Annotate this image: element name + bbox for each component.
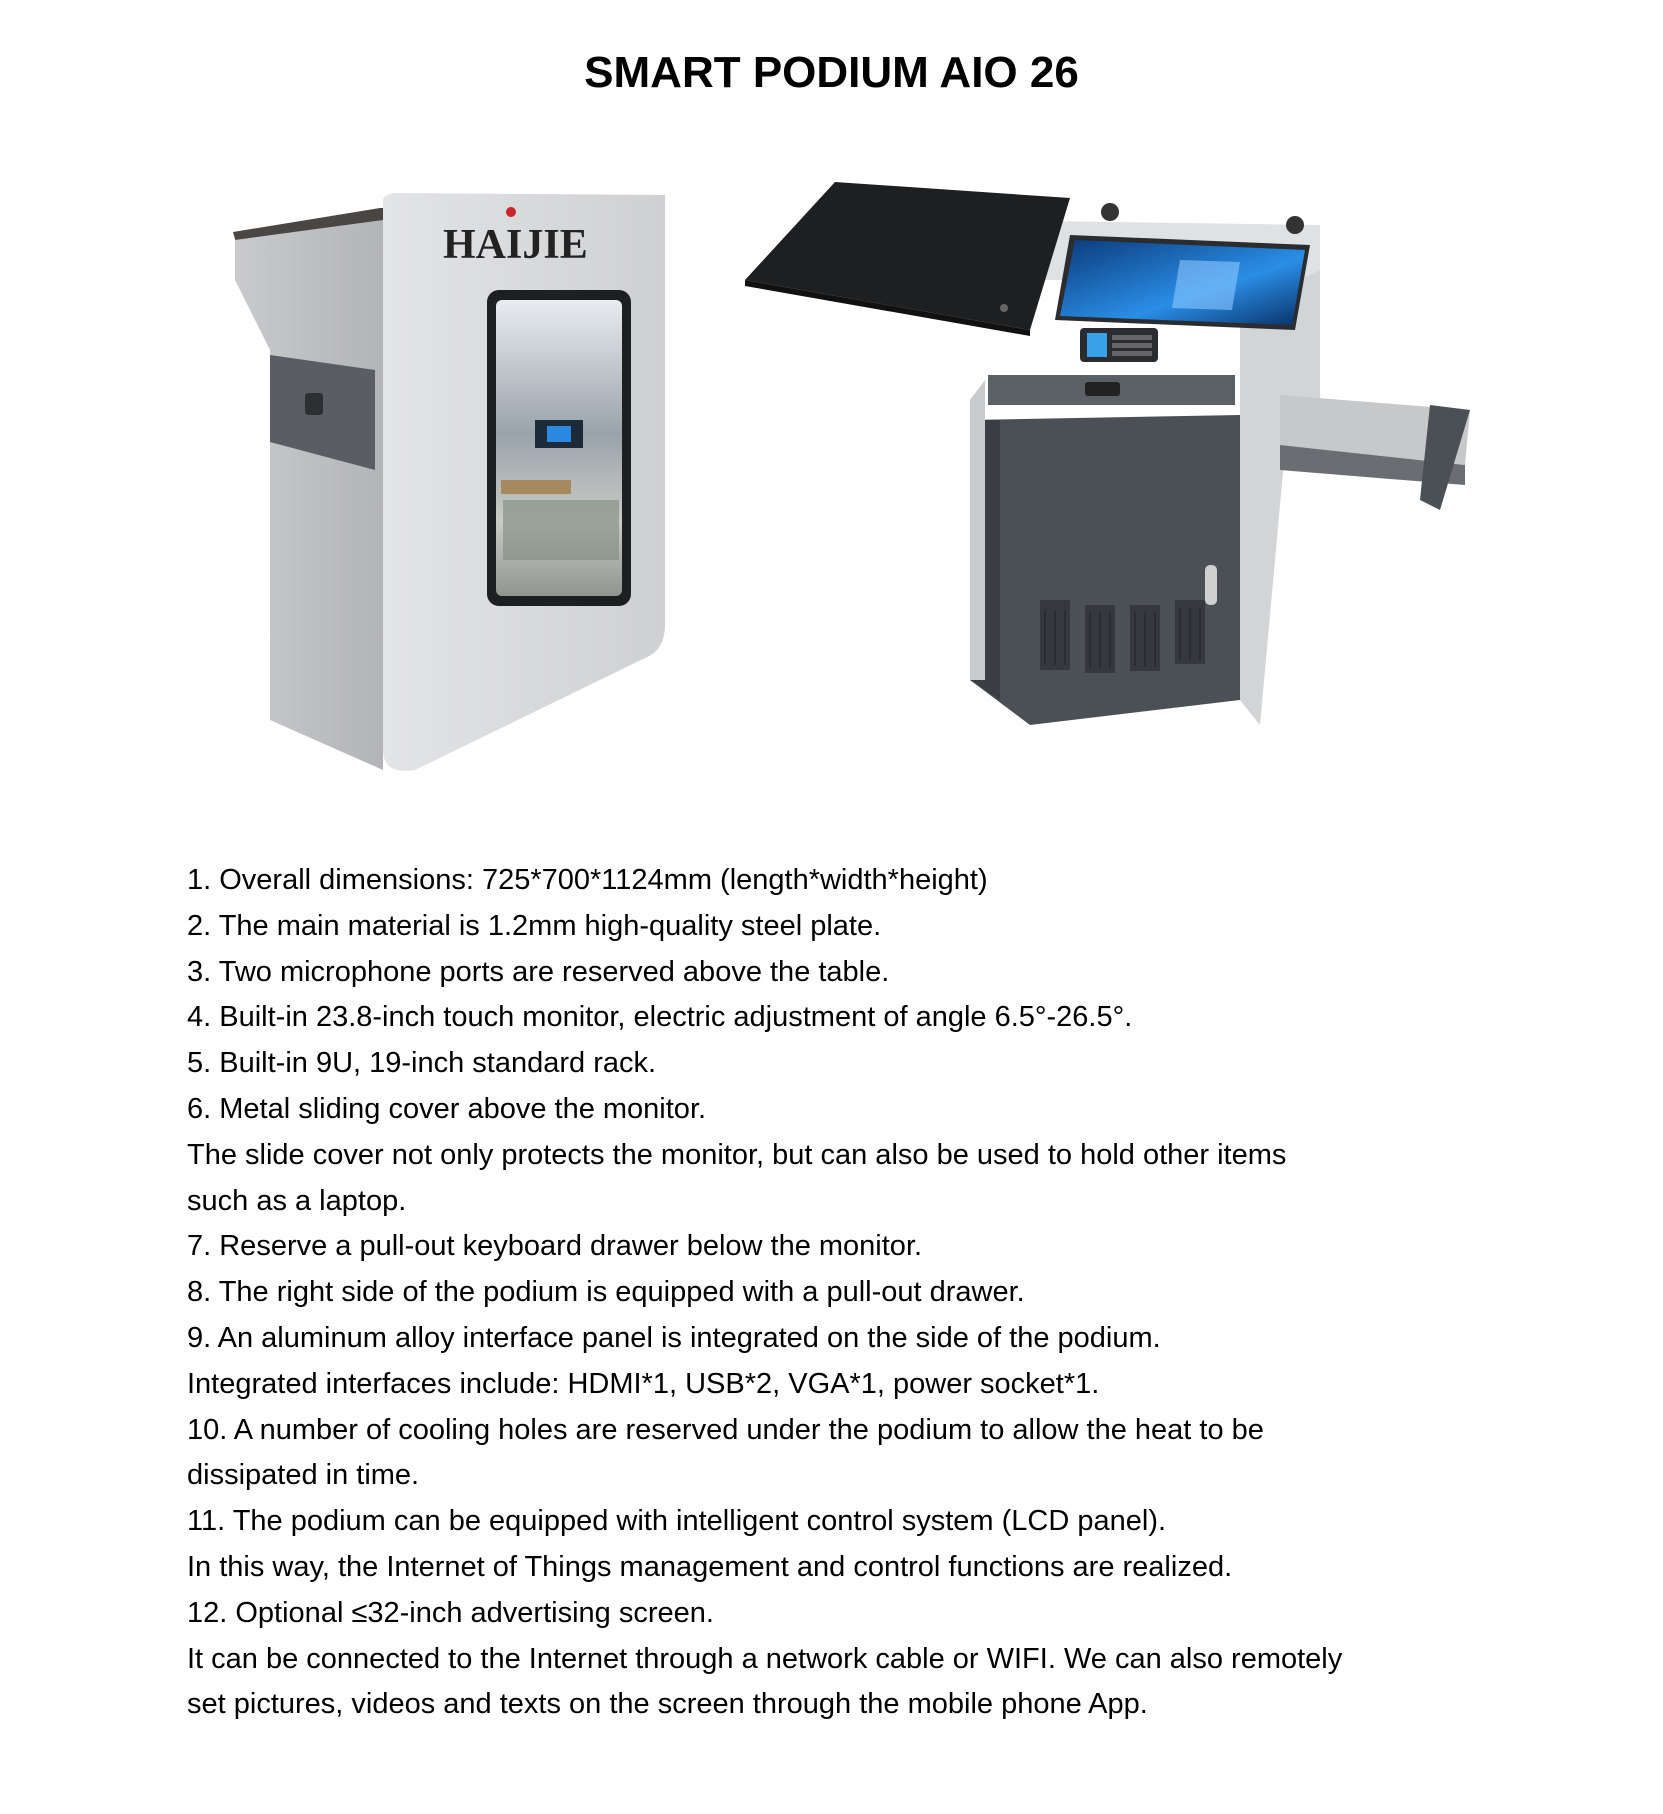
spec-line: dissipated in time.	[187, 1459, 420, 1492]
spec-line: Integrated interfaces include: HDMI*1, USB*2, VGA*1, power socket*1.	[187, 1367, 1100, 1400]
spec-line: In this way, the Internet of Things management and control functions are realized.	[187, 1550, 1233, 1583]
page-title: SMART PODIUM AIO 26	[584, 48, 1079, 97]
spec-line: 3. Two microphone ports are reserved above the table.	[187, 955, 890, 988]
spec-line: such as a laptop.	[187, 1184, 407, 1217]
spec-line: 8. The right side of the podium is equipped with a pull-out drawer.	[187, 1276, 1025, 1309]
podium-open-photo	[740, 180, 1470, 740]
product-photos	[0, 180, 1663, 800]
sliding-cover	[745, 182, 1070, 330]
haijie-logo: HAIJIE	[443, 222, 588, 268]
spec-line: set pictures, videos and texts on the screen through the mobile phone App.	[187, 1688, 1148, 1721]
spec-list	[187, 858, 1477, 1728]
spec-line: It can be connected to the Internet through a network cable or WIFI. We can also remotely	[187, 1642, 1343, 1675]
spec-line: 6. Metal sliding cover above the monitor.	[187, 1092, 707, 1125]
spec-line: 5. Built-in 9U, 19-inch standard rack.	[187, 1047, 657, 1080]
spec-line: The slide cover not only protects the monitor, but can also be used to hold other items	[187, 1138, 1287, 1171]
podium-cabinet	[970, 415, 1240, 725]
spec-line: 10. A number of cooling holes are reserved under the podium to allow the heat to be	[187, 1413, 1264, 1446]
spec-line: 9. An aluminum alloy interface panel is integrated on the side of the podium.	[187, 1321, 1161, 1354]
spec-line: 1. Overall dimensions: 725*700*1124mm (length*width*height)	[187, 864, 988, 896]
podium-side	[235, 220, 383, 770]
spec-line: 12. Optional ≤32-inch advertising screen.	[187, 1596, 714, 1629]
spec-line: 2. The main material is 1.2mm high-quality steel plate.	[187, 909, 882, 942]
spec-line: 11. The podium can be equipped with intelligent control system (LCD panel).	[187, 1505, 1167, 1538]
spec-line: 4. Built-in 23.8-inch touch monitor, electric adjustment of angle 6.5°-26.5°.	[187, 1001, 1133, 1034]
spec-line: 7. Reserve a pull-out keyboard drawer below the monitor.	[187, 1230, 923, 1263]
podium-front-photo	[225, 180, 685, 780]
